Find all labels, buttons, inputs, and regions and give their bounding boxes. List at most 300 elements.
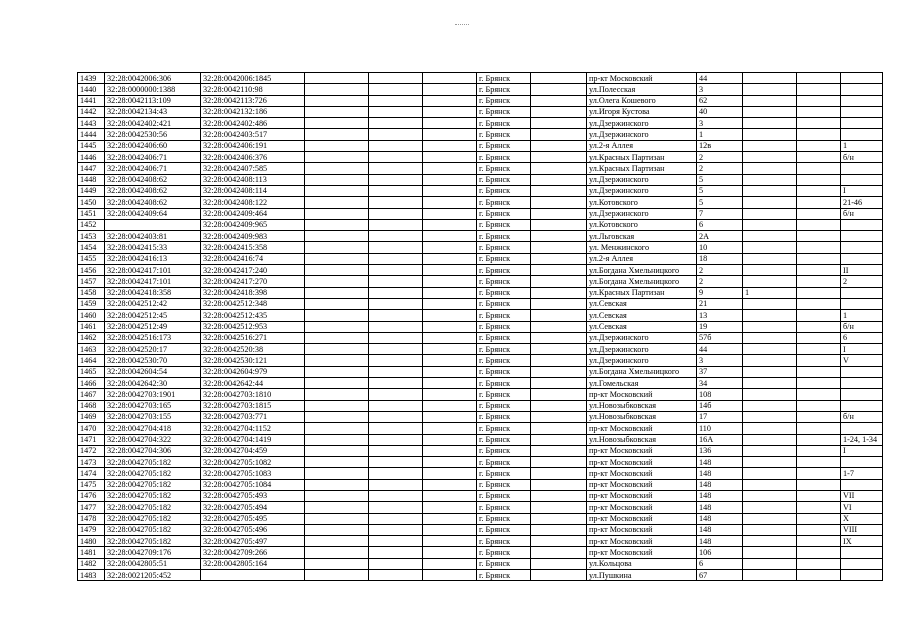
cell-empty-col xyxy=(531,95,587,106)
cell-empty-col xyxy=(423,355,477,366)
cell-street: ул.Котовского xyxy=(587,197,697,208)
cell-cadastral-number-parcel: 32:28:0042705:182 xyxy=(105,513,201,524)
cell-flat xyxy=(797,106,841,117)
cell-cadastral-number-parcel xyxy=(105,219,201,230)
cell-building xyxy=(743,231,797,242)
cell-room: б/н xyxy=(841,208,883,219)
cell-building xyxy=(743,276,797,287)
cell-empty-col xyxy=(531,310,587,321)
cell-city: г. Брянск xyxy=(477,265,531,276)
cell-empty-col xyxy=(369,73,423,84)
cell-street: пр-кт Московский xyxy=(587,73,697,84)
cell-cadastral-number-object: 32:28:0042705:1084 xyxy=(201,479,305,490)
cell-empty-col xyxy=(369,152,423,163)
cell-empty-col xyxy=(423,378,477,389)
cell-empty-col xyxy=(369,129,423,140)
cell-city: г. Брянск xyxy=(477,344,531,355)
cell-empty-col xyxy=(305,310,369,321)
cell-cadastral-number-object: 32:28:0042408:114 xyxy=(201,185,305,196)
cell-row-number: 1475 xyxy=(78,479,105,490)
cell-building xyxy=(743,265,797,276)
cell-cadastral-number-object: 32:28:0042705:1083 xyxy=(201,468,305,479)
cell-cadastral-number-object: 32:28:0042406:191 xyxy=(201,140,305,151)
cell-cadastral-number-object: 32:28:0042408:113 xyxy=(201,174,305,185)
cell-empty-col xyxy=(531,468,587,479)
cell-room: б/н xyxy=(841,411,883,422)
cell-cadastral-number-object: 32:28:0042704:459 xyxy=(201,445,305,456)
cell-cadastral-number-parcel: 32:28:0042704:322 xyxy=(105,434,201,445)
cell-flat xyxy=(797,411,841,422)
cell-building xyxy=(743,310,797,321)
cell-street: пр-кт Московский xyxy=(587,536,697,547)
cell-building xyxy=(743,423,797,434)
cell-building xyxy=(743,366,797,377)
cell-empty-col xyxy=(423,118,477,129)
cell-cadastral-number-parcel: 32:28:0042408:62 xyxy=(105,185,201,196)
cell-house-number: 44 xyxy=(697,73,743,84)
cell-empty-col xyxy=(531,253,587,264)
cell-street: ул.Игоря Кустова xyxy=(587,106,697,117)
cell-building xyxy=(743,378,797,389)
cell-empty-col xyxy=(369,321,423,332)
cell-cadastral-number-object: 32:28:0042418:398 xyxy=(201,287,305,298)
cell-empty-col xyxy=(369,536,423,547)
cell-building xyxy=(743,355,797,366)
cell-empty-col xyxy=(369,265,423,276)
cell-cadastral-number-parcel: 32:28:0042705:182 xyxy=(105,468,201,479)
cell-street: ул.Дзержинского xyxy=(587,174,697,185)
cell-street: ул.Богдана Хмельницкого xyxy=(587,265,697,276)
cell-cadastral-number-object: 32:28:0042704:1152 xyxy=(201,423,305,434)
cell-building xyxy=(743,411,797,422)
cell-empty-col xyxy=(369,95,423,106)
cell-city: г. Брянск xyxy=(477,457,531,468)
cell-flat xyxy=(797,332,841,343)
cell-city: г. Брянск xyxy=(477,287,531,298)
table-row xyxy=(78,208,883,219)
cell-house-number: 5 xyxy=(697,197,743,208)
cell-house-number: 21 xyxy=(697,298,743,309)
cell-empty-col xyxy=(531,163,587,174)
cell-flat xyxy=(797,536,841,547)
cell-cadastral-number-parcel: 32:28:0042604:54 xyxy=(105,366,201,377)
cell-empty-col xyxy=(423,185,477,196)
cell-empty-col xyxy=(423,570,477,581)
cell-flat xyxy=(797,558,841,569)
cell-room xyxy=(841,174,883,185)
cell-flat xyxy=(797,231,841,242)
cell-street: ул.Олега Кошевого xyxy=(587,95,697,106)
cell-house-number: 16А xyxy=(697,434,743,445)
cell-house-number: 3 xyxy=(697,118,743,129)
cell-room: 1-7 xyxy=(841,468,883,479)
cell-row-number: 1462 xyxy=(78,332,105,343)
cell-flat xyxy=(797,276,841,287)
cell-row-number: 1467 xyxy=(78,389,105,400)
cell-building xyxy=(743,73,797,84)
cell-empty-col xyxy=(423,231,477,242)
cell-empty-col xyxy=(305,208,369,219)
cell-cadastral-number-object: 32:28:0042703:1815 xyxy=(201,400,305,411)
cell-empty-col xyxy=(369,197,423,208)
cell-house-number: 148 xyxy=(697,457,743,468)
table-row xyxy=(78,140,883,151)
cell-cadastral-number-object: 32:28:0042409:965 xyxy=(201,219,305,230)
cell-building xyxy=(743,185,797,196)
cell-flat xyxy=(797,84,841,95)
table-row xyxy=(78,265,883,276)
cell-cadastral-number-object: 32:28:0042409:983 xyxy=(201,231,305,242)
table-row xyxy=(78,536,883,547)
cell-empty-col xyxy=(305,355,369,366)
cell-cadastral-number-object: 32:28:0042516:271 xyxy=(201,332,305,343)
cell-house-number: 2А xyxy=(697,231,743,242)
cell-city: г. Брянск xyxy=(477,524,531,535)
cell-row-number: 1464 xyxy=(78,355,105,366)
cell-empty-col xyxy=(305,197,369,208)
table-row xyxy=(78,287,883,298)
cell-row-number: 1443 xyxy=(78,118,105,129)
table-row xyxy=(78,197,883,208)
cell-city: г. Брянск xyxy=(477,366,531,377)
cell-empty-col xyxy=(531,513,587,524)
cell-empty-col xyxy=(531,558,587,569)
table-row xyxy=(78,242,883,253)
cell-empty-col xyxy=(423,287,477,298)
cell-row-number: 1466 xyxy=(78,378,105,389)
cell-empty-col xyxy=(305,95,369,106)
cell-row-number: 1446 xyxy=(78,152,105,163)
cell-house-number: 67 xyxy=(697,570,743,581)
cell-city: г. Брянск xyxy=(477,513,531,524)
cell-street: ул.Севская xyxy=(587,298,697,309)
cell-building xyxy=(743,547,797,558)
cell-empty-col xyxy=(305,547,369,558)
cell-empty-col xyxy=(423,558,477,569)
cell-house-number: 106 xyxy=(697,547,743,558)
cell-room xyxy=(841,378,883,389)
cell-row-number: 1440 xyxy=(78,84,105,95)
cell-flat xyxy=(797,570,841,581)
cell-empty-col xyxy=(531,197,587,208)
cell-cadastral-number-parcel: 32:28:0042705:182 xyxy=(105,524,201,535)
table-row xyxy=(78,457,883,468)
cell-empty-col xyxy=(369,344,423,355)
cell-empty-col xyxy=(369,163,423,174)
cell-row-number: 1469 xyxy=(78,411,105,422)
cell-empty-col xyxy=(369,208,423,219)
cell-row-number: 1447 xyxy=(78,163,105,174)
cell-empty-col xyxy=(423,434,477,445)
cell-street: ул.Гомельская xyxy=(587,378,697,389)
cell-house-number: 18 xyxy=(697,253,743,264)
cell-row-number: 1468 xyxy=(78,400,105,411)
cell-row-number: 1452 xyxy=(78,219,105,230)
cell-house-number: 148 xyxy=(697,479,743,490)
cell-empty-col xyxy=(423,468,477,479)
cell-empty-col xyxy=(531,298,587,309)
cell-house-number: 108 xyxy=(697,389,743,400)
cell-empty-col xyxy=(369,310,423,321)
cell-empty-col xyxy=(305,231,369,242)
cell-street: пр-кт Московский xyxy=(587,445,697,456)
cell-flat xyxy=(797,265,841,276)
cell-row-number: 1453 xyxy=(78,231,105,242)
cell-street: ул.Дзержинского xyxy=(587,185,697,196)
cell-flat xyxy=(797,389,841,400)
cell-room xyxy=(841,73,883,84)
cell-cadastral-number-parcel: 32:28:0042530:56 xyxy=(105,129,201,140)
cell-street: ул.Котовского xyxy=(587,219,697,230)
table-row xyxy=(78,570,883,581)
table-row xyxy=(78,106,883,117)
cell-city: г. Брянск xyxy=(477,253,531,264)
cell-house-number: 6 xyxy=(697,558,743,569)
cell-cadastral-number-parcel: 32:28:0042403:81 xyxy=(105,231,201,242)
cell-room xyxy=(841,163,883,174)
cell-row-number: 1470 xyxy=(78,423,105,434)
cell-empty-col xyxy=(531,445,587,456)
cell-flat xyxy=(797,129,841,140)
cell-flat xyxy=(797,434,841,445)
table-row xyxy=(78,344,883,355)
cell-cadastral-number-object: 32:28:0042409:464 xyxy=(201,208,305,219)
cell-house-number: 2 xyxy=(697,152,743,163)
cell-empty-col xyxy=(531,344,587,355)
cell-row-number: 1460 xyxy=(78,310,105,321)
cell-empty-col xyxy=(531,219,587,230)
table-row xyxy=(78,502,883,513)
cell-empty-col xyxy=(423,332,477,343)
cell-empty-col xyxy=(531,276,587,287)
cell-empty-col xyxy=(423,242,477,253)
table-row xyxy=(78,332,883,343)
cell-building xyxy=(743,298,797,309)
cell-room xyxy=(841,457,883,468)
cell-room: 1-24, 1-34 xyxy=(841,434,883,445)
cell-city: г. Брянск xyxy=(477,298,531,309)
table-row xyxy=(78,118,883,129)
cell-empty-col xyxy=(305,174,369,185)
table-row xyxy=(78,423,883,434)
cell-cadastral-number-parcel: 32:28:0042408:62 xyxy=(105,197,201,208)
cell-empty-col xyxy=(423,411,477,422)
cell-empty-col xyxy=(369,298,423,309)
cell-empty-col xyxy=(423,457,477,468)
cell-empty-col xyxy=(531,366,587,377)
cell-flat xyxy=(797,174,841,185)
cell-room: IX xyxy=(841,536,883,547)
cell-room: 6 xyxy=(841,332,883,343)
cell-house-number: 37 xyxy=(697,366,743,377)
table-row xyxy=(78,434,883,445)
cell-building xyxy=(743,197,797,208)
cell-building xyxy=(743,570,797,581)
cell-empty-col xyxy=(423,536,477,547)
cell-empty-col xyxy=(423,163,477,174)
table-row xyxy=(78,152,883,163)
cell-cadastral-number-object: 32:28:0042415:358 xyxy=(201,242,305,253)
cell-empty-col xyxy=(531,287,587,298)
cell-empty-col xyxy=(305,276,369,287)
table-row xyxy=(78,310,883,321)
cell-flat xyxy=(797,344,841,355)
cell-row-number: 1441 xyxy=(78,95,105,106)
cell-city: г. Брянск xyxy=(477,411,531,422)
cell-empty-col xyxy=(305,163,369,174)
cell-room xyxy=(841,558,883,569)
cell-empty-col xyxy=(531,479,587,490)
cell-cadastral-number-object: 32:28:0042113:726 xyxy=(201,95,305,106)
cell-cadastral-number-object: 32:28:0042402:486 xyxy=(201,118,305,129)
cell-street: ул. Менжинского xyxy=(587,242,697,253)
cell-house-number: 44 xyxy=(697,344,743,355)
cell-city: г. Брянск xyxy=(477,355,531,366)
cell-cadastral-number-parcel: 32:28:0042406:71 xyxy=(105,152,201,163)
cell-row-number: 1444 xyxy=(78,129,105,140)
cell-empty-col xyxy=(423,298,477,309)
cell-empty-col xyxy=(423,253,477,264)
cell-empty-col xyxy=(531,208,587,219)
cell-house-number: 9 xyxy=(697,287,743,298)
cell-room: 1 xyxy=(841,310,883,321)
cell-house-number: 3 xyxy=(697,84,743,95)
cell-cadastral-number-object: 32:28:0042416:74 xyxy=(201,253,305,264)
table-row xyxy=(78,185,883,196)
cell-row-number: 1458 xyxy=(78,287,105,298)
cell-empty-col xyxy=(423,400,477,411)
cell-house-number: 6 xyxy=(697,219,743,230)
cell-street: ул.Красных Партизан xyxy=(587,163,697,174)
cell-cadastral-number-parcel: 32:28:0042415:33 xyxy=(105,242,201,253)
cell-empty-col xyxy=(531,536,587,547)
cell-house-number: 5 xyxy=(697,174,743,185)
registry-table-body xyxy=(78,73,883,581)
table-row xyxy=(78,321,883,332)
cell-cadastral-number-parcel: 32:28:0042512:49 xyxy=(105,321,201,332)
table-row xyxy=(78,231,883,242)
table-row xyxy=(78,355,883,366)
cell-empty-col xyxy=(531,332,587,343)
cell-cadastral-number-object: 32:28:0042604:979 xyxy=(201,366,305,377)
cell-street: ул.Новозыбковская xyxy=(587,411,697,422)
cell-city: г. Брянск xyxy=(477,310,531,321)
cell-city: г. Брянск xyxy=(477,185,531,196)
cell-empty-col xyxy=(305,129,369,140)
cell-room xyxy=(841,84,883,95)
cell-cadastral-number-object: 32:28:0042705:494 xyxy=(201,502,305,513)
cell-cadastral-number-object: 32:28:0042520:38 xyxy=(201,344,305,355)
cell-empty-col xyxy=(423,344,477,355)
cell-street: ул.Дзержинского xyxy=(587,129,697,140)
cell-city: г. Брянск xyxy=(477,321,531,332)
cell-house-number: 148 xyxy=(697,513,743,524)
cell-empty-col xyxy=(531,265,587,276)
cell-house-number: 148 xyxy=(697,468,743,479)
cell-empty-col xyxy=(531,378,587,389)
cell-flat xyxy=(797,423,841,434)
cell-cadastral-number-object: 32:28:0042704:1419 xyxy=(201,434,305,445)
table-row xyxy=(78,378,883,389)
cell-row-number: 1445 xyxy=(78,140,105,151)
cell-building xyxy=(743,129,797,140)
cell-cadastral-number-object: 32:28:0042530:121 xyxy=(201,355,305,366)
table-row xyxy=(78,400,883,411)
cell-house-number: 34 xyxy=(697,378,743,389)
cell-row-number: 1478 xyxy=(78,513,105,524)
cell-building xyxy=(743,321,797,332)
cell-empty-col xyxy=(369,445,423,456)
table-row xyxy=(78,95,883,106)
cell-house-number: 19 xyxy=(697,321,743,332)
cell-room xyxy=(841,298,883,309)
cell-cadastral-number-object: 32:28:0042642:44 xyxy=(201,378,305,389)
cell-empty-col xyxy=(369,490,423,501)
cell-cadastral-number-object: 32:28:0042805:164 xyxy=(201,558,305,569)
cell-street: пр-кт Московский xyxy=(587,457,697,468)
cell-empty-col xyxy=(531,423,587,434)
cell-house-number: 40 xyxy=(697,106,743,117)
cell-flat xyxy=(797,163,841,174)
cell-empty-col xyxy=(305,558,369,569)
cell-flat xyxy=(797,242,841,253)
cell-city: г. Брянск xyxy=(477,242,531,253)
cell-house-number: 5 xyxy=(697,185,743,196)
cell-room: VII xyxy=(841,490,883,501)
cell-empty-col xyxy=(423,140,477,151)
cell-city: г. Брянск xyxy=(477,73,531,84)
cell-flat xyxy=(797,457,841,468)
cell-city: г. Брянск xyxy=(477,106,531,117)
cell-cadastral-number-object: 32:28:0042403:517 xyxy=(201,129,305,140)
cell-room xyxy=(841,219,883,230)
cell-cadastral-number-parcel: 32:28:0042006:306 xyxy=(105,73,201,84)
cell-city: г. Брянск xyxy=(477,570,531,581)
cell-empty-col xyxy=(305,152,369,163)
cell-flat xyxy=(797,253,841,264)
cell-cadastral-number-object: 32:28:0042703:771 xyxy=(201,411,305,422)
cell-house-number: 148 xyxy=(697,524,743,535)
cell-building xyxy=(743,490,797,501)
cell-street: пр-кт Московский xyxy=(587,389,697,400)
cell-flat xyxy=(797,400,841,411)
cell-flat xyxy=(797,287,841,298)
cell-empty-col xyxy=(305,570,369,581)
table-row xyxy=(78,411,883,422)
cell-street: ул.2-я Аллея xyxy=(587,253,697,264)
cell-building xyxy=(743,479,797,490)
cell-street: пр-кт Московский xyxy=(587,490,697,501)
cell-empty-col xyxy=(305,490,369,501)
cell-empty-col xyxy=(369,106,423,117)
cell-flat xyxy=(797,140,841,151)
cell-empty-col xyxy=(305,344,369,355)
cell-street: ул.Красных Партизан xyxy=(587,287,697,298)
cell-empty-col xyxy=(369,355,423,366)
cell-empty-col xyxy=(305,287,369,298)
cell-empty-col xyxy=(423,502,477,513)
cell-empty-col xyxy=(305,479,369,490)
cell-empty-col xyxy=(423,276,477,287)
cell-house-number: 2 xyxy=(697,163,743,174)
cell-cadastral-number-object: 32:28:0042705:496 xyxy=(201,524,305,535)
cell-empty-col xyxy=(423,106,477,117)
cell-empty-col xyxy=(305,265,369,276)
cell-building xyxy=(743,152,797,163)
cell-building xyxy=(743,174,797,185)
cell-row-number: 1483 xyxy=(78,570,105,581)
cell-house-number: 12в xyxy=(697,140,743,151)
